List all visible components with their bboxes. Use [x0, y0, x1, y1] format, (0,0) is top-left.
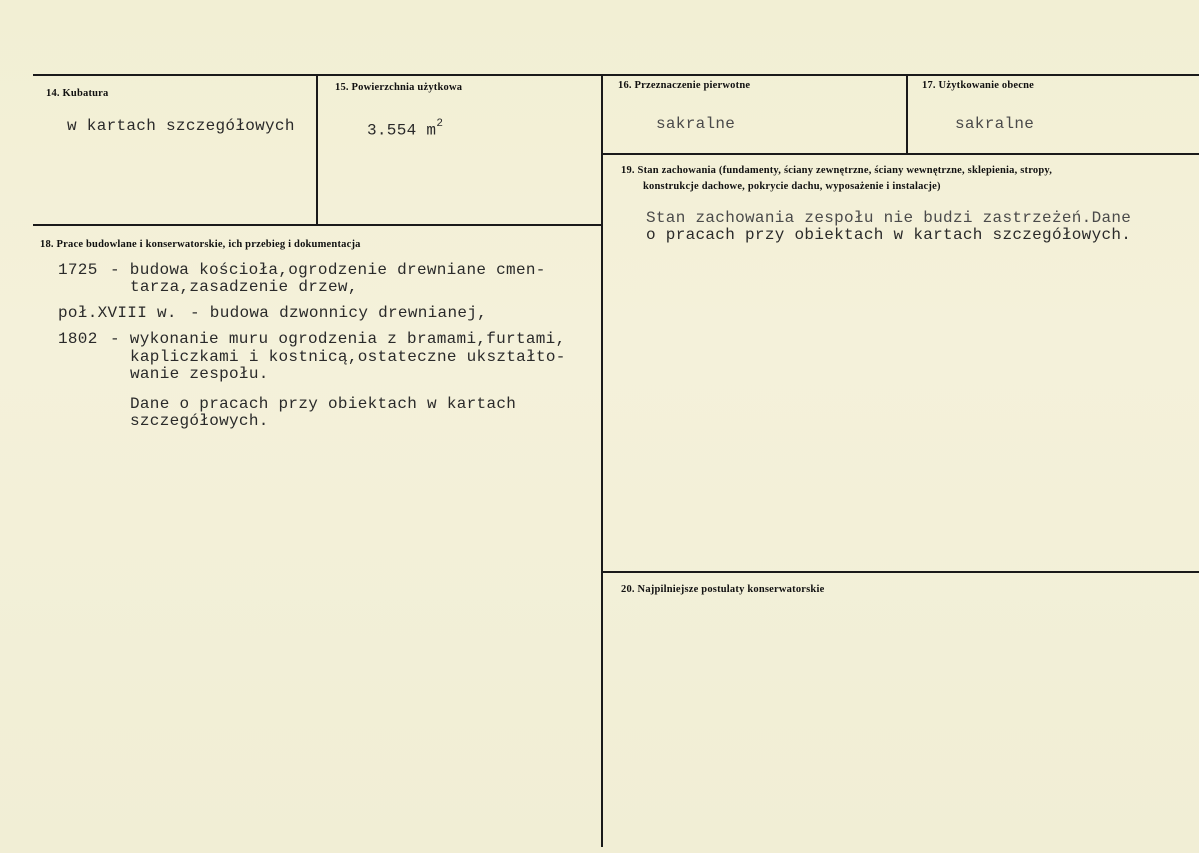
field-18-entry-1-line-1: - budowa kościoła,ogrodzenie drewniane cmen-: [110, 261, 546, 279]
field-18-entry-3-line-2: kapliczkami i kostnicą,ostateczne ukształto-: [130, 348, 566, 366]
rule-right-lower: [602, 571, 1199, 573]
field-18-entry-3-line-1: - wykonanie muru ogrodzenia z bramami,furtami,: [110, 330, 566, 348]
field-18-entry-1-date: 1725: [58, 261, 98, 279]
field-15-exponent: 2: [436, 118, 444, 130]
field-17-value: sakralne: [955, 115, 1035, 133]
rule-left-middle: [33, 224, 603, 226]
field-15-label: 15. Powierzchnia użytkowa: [335, 82, 463, 93]
divider-16-17: [906, 74, 908, 154]
field-18-entry-2-date: poł.XVIII w.: [58, 304, 177, 322]
rule-right-upper: [602, 153, 1199, 155]
field-18-note-line-1: Dane o pracach przy obiektach w kartach: [130, 395, 517, 413]
field-18-entry-2-line-1: - budowa dzwonnicy drewnianej,: [190, 304, 488, 322]
divider-14-15: [316, 74, 318, 225]
top-rule: [33, 74, 1199, 76]
field-15-number: 3.554 m: [367, 121, 437, 140]
field-15-value: [367, 118, 443, 139]
field-18-entry-1-line-2: tarza,zasadzenie drzew,: [130, 278, 358, 296]
field-20-label: 20. Najpilniejsze postulaty konserwatorskie: [621, 584, 825, 595]
field-19-label-line-2: konstrukcje dachowe, pokrycie dachu, wyposażenie i instalacje): [643, 181, 941, 192]
field-19-text-line-2: o pracach przy obiektach w kartach szczegółowych.: [646, 226, 1132, 244]
field-19-text-line-1: Stan zachowania zespołu nie budzi zastrzeżeń.Dane: [646, 209, 1132, 227]
field-16-value: sakralne: [656, 115, 736, 133]
field-19-label-line-1: 19. Stan zachowania (fundamenty, ściany zewnętrzne, ściany wewnętrzne, sklepienia, stropy,: [621, 165, 1053, 176]
field-18-entry-3-date: 1802: [58, 330, 98, 348]
field-16-label: 16. Przeznaczenie pierwotne: [618, 80, 751, 91]
field-17-label: 17. Użytkowanie obecne: [922, 80, 1035, 91]
field-18-label: 18. Prace budowlane i konserwatorskie, ich przebieg i dokumentacja: [40, 239, 361, 250]
field-18-note-line-2: szczegółowych.: [130, 412, 269, 430]
field-14-value: w kartach szczegółowych: [67, 117, 295, 135]
divider-main: [601, 74, 603, 847]
field-14-label: 14. Kubatura: [46, 88, 109, 99]
field-18-entry-3-line-3: wanie zespołu.: [130, 365, 269, 383]
